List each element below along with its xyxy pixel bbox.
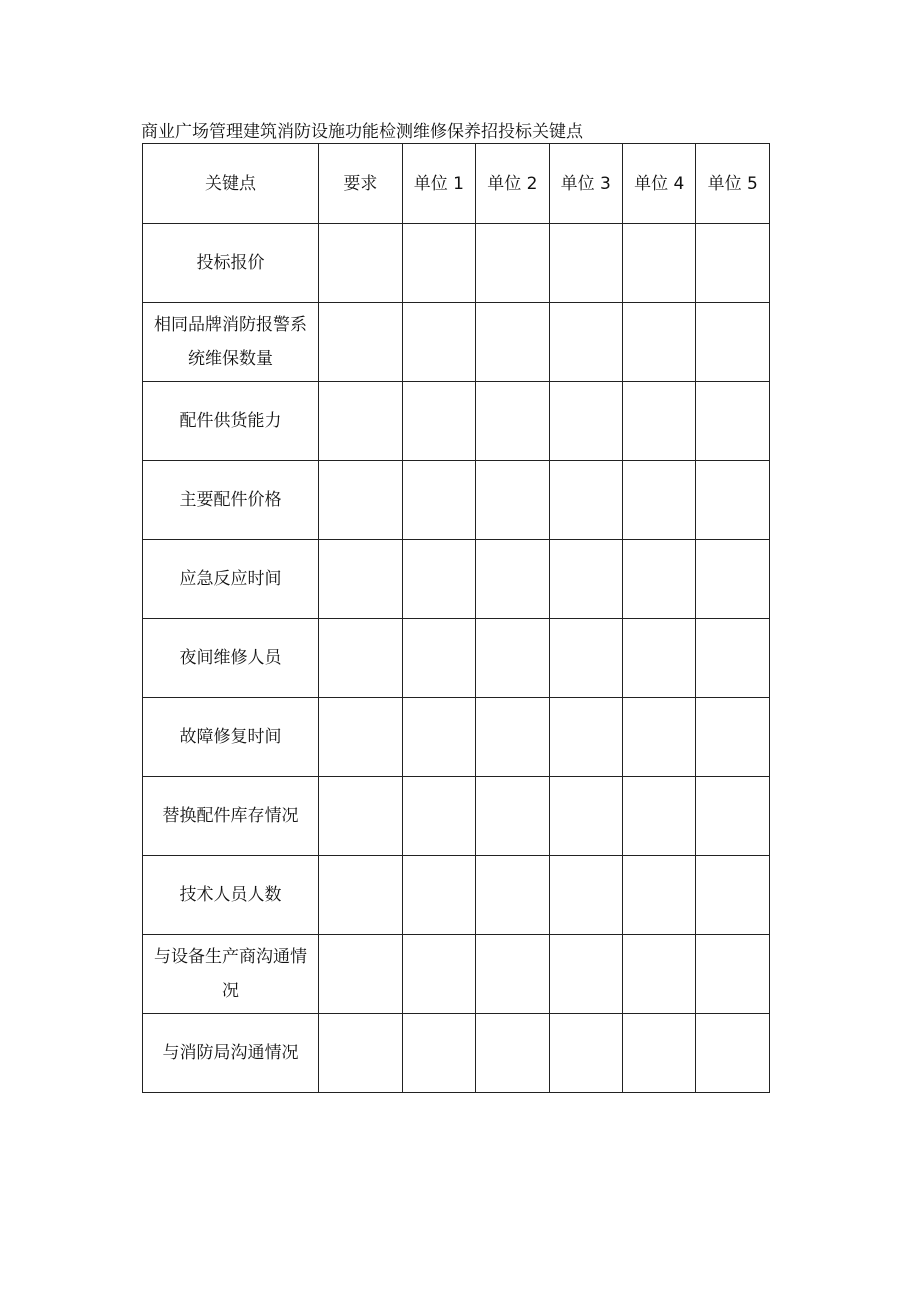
unit-5-cell[interactable] bbox=[696, 777, 770, 856]
key-point-label: 与设备生产商沟通情况 bbox=[154, 947, 308, 1001]
key-point-label: 相同品牌消防报警系统维保数量 bbox=[154, 315, 308, 369]
unit-5-cell[interactable] bbox=[696, 698, 770, 777]
key-point-label: 夜间维修人员 bbox=[179, 648, 282, 668]
unit-3-cell[interactable] bbox=[549, 698, 622, 777]
unit-1-cell[interactable] bbox=[402, 935, 475, 1014]
unit-3-cell[interactable] bbox=[549, 461, 622, 540]
table-row bbox=[143, 303, 770, 382]
requirement-cell[interactable] bbox=[319, 1014, 403, 1093]
unit-3-cell[interactable] bbox=[549, 540, 622, 619]
unit-4-cell[interactable] bbox=[623, 619, 696, 698]
unit-3-cell[interactable] bbox=[549, 382, 622, 461]
key-point-cell bbox=[143, 461, 319, 540]
key-point-label: 故障修复时间 bbox=[179, 727, 282, 747]
unit-3-cell[interactable] bbox=[549, 303, 622, 382]
key-point-label: 配件供货能力 bbox=[179, 411, 282, 431]
unit-4-cell[interactable] bbox=[623, 777, 696, 856]
unit-2-cell[interactable] bbox=[476, 777, 549, 856]
requirement-cell[interactable] bbox=[319, 303, 403, 382]
unit-1-cell[interactable] bbox=[402, 619, 475, 698]
requirement-cell[interactable] bbox=[319, 461, 403, 540]
unit-2-cell[interactable] bbox=[476, 698, 549, 777]
unit-4-cell[interactable] bbox=[623, 698, 696, 777]
key-point-label: 主要配件价格 bbox=[179, 490, 282, 510]
requirement-cell[interactable] bbox=[319, 777, 403, 856]
table-row bbox=[143, 619, 770, 698]
unit-4-cell[interactable] bbox=[623, 540, 696, 619]
unit-1-cell[interactable] bbox=[402, 698, 475, 777]
table-row bbox=[143, 856, 770, 935]
key-point-label: 投标报价 bbox=[196, 253, 265, 273]
evaluation-table bbox=[142, 143, 770, 1093]
requirement-cell[interactable] bbox=[319, 382, 403, 461]
header-unit-3: 单位 3 bbox=[549, 144, 622, 224]
unit-1-cell[interactable] bbox=[402, 461, 475, 540]
unit-1-cell[interactable] bbox=[402, 777, 475, 856]
key-point-label: 应急反应时间 bbox=[179, 569, 282, 589]
unit-3-cell[interactable] bbox=[549, 777, 622, 856]
key-point-cell bbox=[143, 1014, 319, 1093]
unit-5-cell[interactable] bbox=[696, 540, 770, 619]
unit-4-cell[interactable] bbox=[623, 856, 696, 935]
unit-2-cell[interactable] bbox=[476, 935, 549, 1014]
unit-2-cell[interactable] bbox=[476, 461, 549, 540]
table-row bbox=[143, 224, 770, 303]
requirement-cell[interactable] bbox=[319, 935, 403, 1014]
requirement-cell[interactable] bbox=[319, 856, 403, 935]
requirement-cell[interactable] bbox=[319, 224, 403, 303]
unit-1-cell[interactable] bbox=[402, 303, 475, 382]
unit-1-cell[interactable] bbox=[402, 224, 475, 303]
key-point-cell bbox=[143, 382, 319, 461]
unit-5-cell[interactable] bbox=[696, 382, 770, 461]
unit-3-cell[interactable] bbox=[549, 935, 622, 1014]
unit-2-cell[interactable] bbox=[476, 619, 549, 698]
unit-4-cell[interactable] bbox=[623, 303, 696, 382]
unit-4-cell[interactable] bbox=[623, 224, 696, 303]
unit-5-cell[interactable] bbox=[696, 1014, 770, 1093]
unit-5-cell[interactable] bbox=[696, 224, 770, 303]
key-point-cell bbox=[143, 698, 319, 777]
table-row bbox=[143, 935, 770, 1014]
unit-2-cell[interactable] bbox=[476, 1014, 549, 1093]
unit-1-cell[interactable] bbox=[402, 540, 475, 619]
key-point-label: 技术人员人数 bbox=[179, 885, 282, 905]
unit-5-cell[interactable] bbox=[696, 856, 770, 935]
header-key-point: 关键点 bbox=[143, 144, 319, 224]
unit-5-cell[interactable] bbox=[696, 461, 770, 540]
key-point-cell bbox=[143, 856, 319, 935]
key-point-cell bbox=[143, 540, 319, 619]
unit-1-cell[interactable] bbox=[402, 856, 475, 935]
unit-3-cell[interactable] bbox=[549, 619, 622, 698]
key-point-cell bbox=[143, 303, 319, 382]
table-header-row bbox=[143, 144, 770, 224]
unit-2-cell[interactable] bbox=[476, 540, 549, 619]
key-point-cell bbox=[143, 777, 319, 856]
requirement-cell[interactable] bbox=[319, 619, 403, 698]
key-point-cell bbox=[143, 224, 319, 303]
unit-3-cell[interactable] bbox=[549, 856, 622, 935]
table-row bbox=[143, 461, 770, 540]
unit-3-cell[interactable] bbox=[549, 1014, 622, 1093]
key-point-label: 与消防局沟通情况 bbox=[162, 1043, 299, 1063]
header-requirement: 要求 bbox=[319, 144, 403, 224]
requirement-cell[interactable] bbox=[319, 540, 403, 619]
table-body bbox=[143, 224, 770, 1093]
key-point-cell bbox=[143, 619, 319, 698]
unit-4-cell[interactable] bbox=[623, 1014, 696, 1093]
unit-5-cell[interactable] bbox=[696, 303, 770, 382]
unit-5-cell[interactable] bbox=[696, 935, 770, 1014]
document-title: 商业广场管理建筑消防设施功能检测维修保养招投标关键点 bbox=[141, 122, 583, 142]
table-row bbox=[143, 777, 770, 856]
key-point-label: 替换配件库存情况 bbox=[162, 806, 299, 826]
header-unit-1: 单位 1 bbox=[402, 144, 475, 224]
unit-2-cell[interactable] bbox=[476, 224, 549, 303]
unit-4-cell[interactable] bbox=[623, 935, 696, 1014]
unit-2-cell[interactable] bbox=[476, 856, 549, 935]
unit-4-cell[interactable] bbox=[623, 382, 696, 461]
unit-1-cell[interactable] bbox=[402, 1014, 475, 1093]
header-unit-2: 单位 2 bbox=[476, 144, 549, 224]
key-point-cell bbox=[143, 935, 319, 1014]
unit-5-cell[interactable] bbox=[696, 619, 770, 698]
table-row bbox=[143, 382, 770, 461]
unit-1-cell[interactable] bbox=[402, 382, 475, 461]
table-row bbox=[143, 1014, 770, 1093]
unit-3-cell[interactable] bbox=[549, 224, 622, 303]
header-unit-5: 单位 5 bbox=[696, 144, 770, 224]
unit-2-cell[interactable] bbox=[476, 382, 549, 461]
table-row bbox=[143, 540, 770, 619]
unit-2-cell[interactable] bbox=[476, 303, 549, 382]
header-unit-4: 单位 4 bbox=[623, 144, 696, 224]
table-row bbox=[143, 698, 770, 777]
requirement-cell[interactable] bbox=[319, 698, 403, 777]
unit-4-cell[interactable] bbox=[623, 461, 696, 540]
